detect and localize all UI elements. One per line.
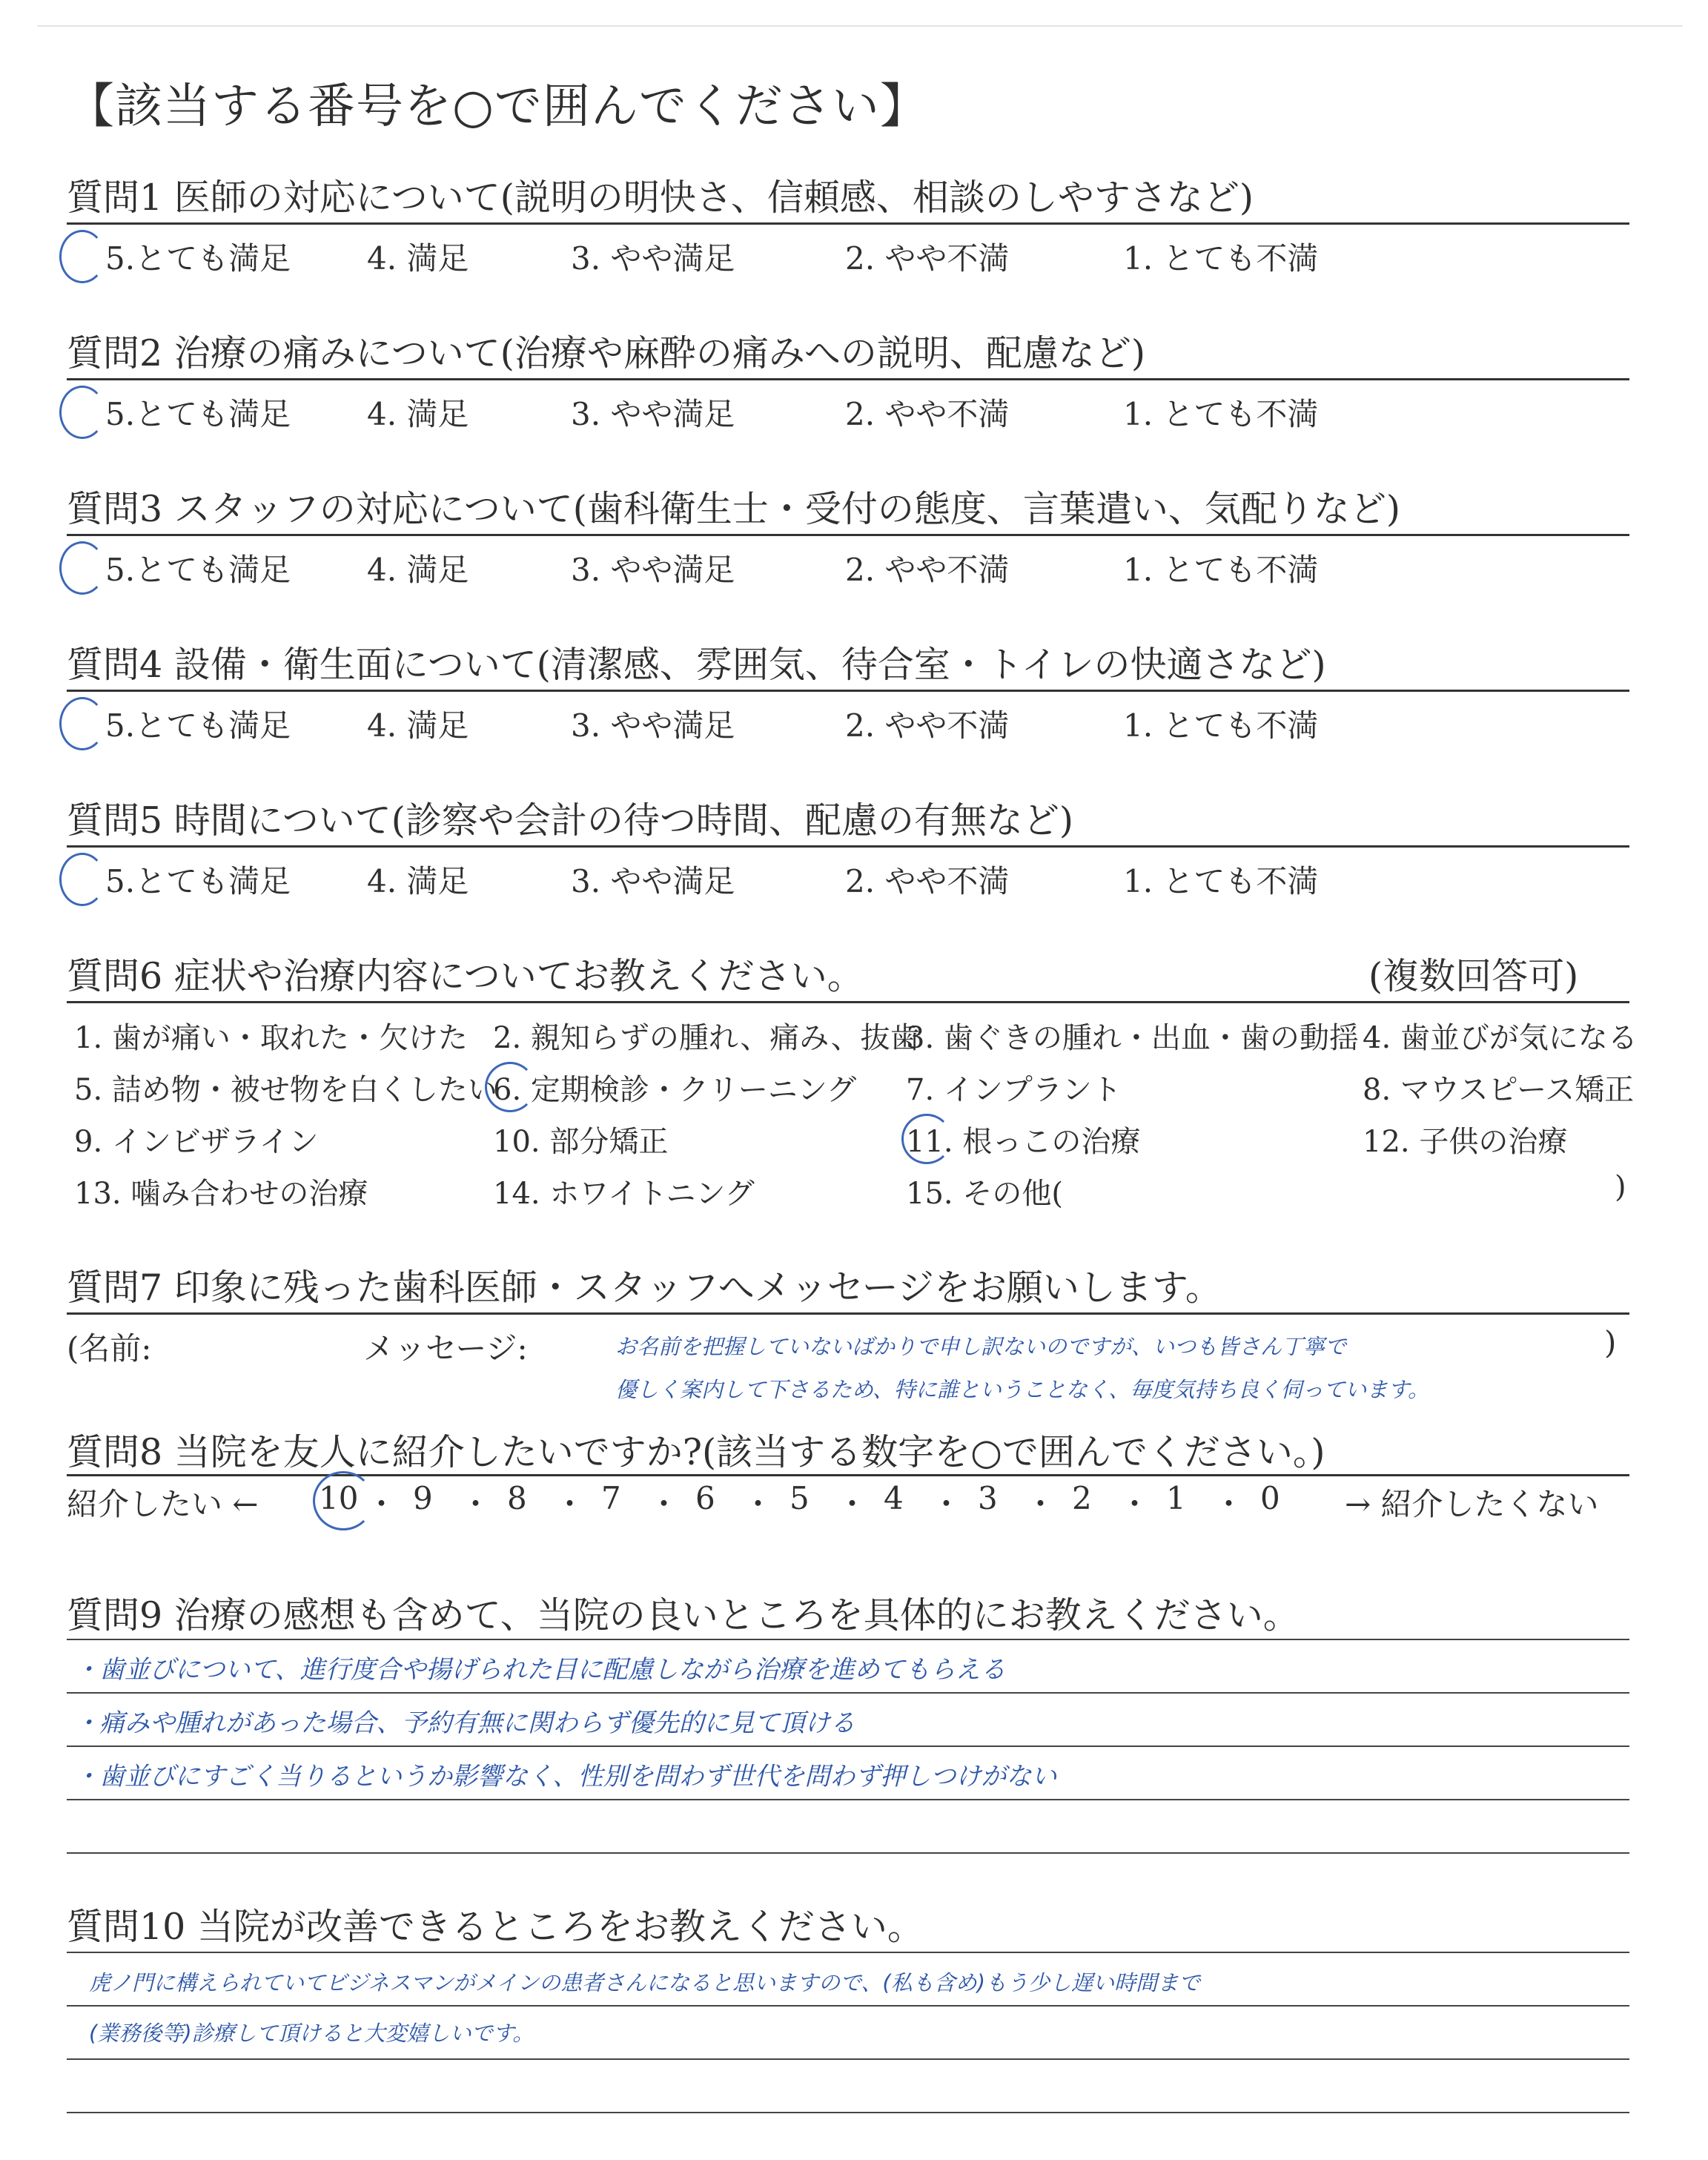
q6-option-3[interactable]: 3. 歯ぐきの腫れ・出血・歯の動揺: [906, 1021, 1359, 1055]
q10-line-3: [67, 2058, 1629, 2060]
q1-option-4[interactable]: 4. 満足: [367, 240, 469, 277]
q6-note: (複数回答可): [1368, 955, 1579, 997]
q4-option-1[interactable]: 1. とても不満: [1123, 707, 1319, 744]
q2-option-4[interactable]: 4. 満足: [367, 396, 469, 432]
q10-line-2: [67, 2005, 1629, 2007]
q6-option-15[interactable]: 15. その他(: [906, 1177, 1063, 1211]
q8-left-label: 紹介したい ←: [67, 1486, 259, 1522]
q6-option-5[interactable]: 5. 詰め物・被せ物を白くしたい: [74, 1073, 497, 1107]
q10-label: 質問10 当院が改善できるところをお教えください。: [67, 1906, 924, 1948]
q1-option-2[interactable]: 2. やや不満: [845, 240, 1010, 277]
q1-option-5[interactable]: 5.とても満足: [105, 240, 291, 277]
q3-label: 質問3 スタッフの対応について(歯科衛生士・受付の態度、言葉遣い、気配りなど): [67, 488, 1401, 530]
q6-option-6[interactable]: 6. 定期検診・クリーニング: [493, 1073, 857, 1107]
q9-line-3: [67, 1745, 1629, 1747]
q8-scale-4[interactable]: 4: [884, 1480, 904, 1516]
q8-label: 質問8 当院を友人に紹介したいですか?(該当する数字を○で囲んでください。): [67, 1431, 1325, 1473]
q1-label: 質問1 医師の対応について(説明の明快さ、信頼感、相談のしやすさなど): [67, 176, 1254, 219]
q3-option-2[interactable]: 2. やや不満: [845, 552, 1010, 588]
q9-line-5: [67, 1852, 1629, 1854]
q9-answer-2: ・痛みや腫れがあった場合、予約有無に関わらず優先的に見て頂ける: [74, 1708, 855, 1738]
q10-line-1: [67, 1952, 1629, 1953]
q4-answer-circle: [59, 697, 105, 750]
q7-name-label: (名前:: [67, 1330, 152, 1367]
q1-option-1[interactable]: 1. とても不満: [1123, 240, 1319, 277]
q5-option-1[interactable]: 1. とても不満: [1123, 863, 1319, 899]
q6-answer-circle-6: [485, 1062, 535, 1112]
q9-answer-3: ・歯並びにすごく当りるというか影響なく、性別を問わず世代を問わず押しつけがない: [74, 1762, 1057, 1791]
q1-option-3[interactable]: 3. やや満足: [571, 240, 735, 277]
q8-answer-circle: [313, 1471, 374, 1530]
q8-scale-3[interactable]: 3: [978, 1480, 998, 1516]
page-title: 【該当する番号を○で囲んでください】: [67, 79, 928, 134]
q8-scale-5[interactable]: 5: [790, 1480, 810, 1516]
q5-answer-circle: [59, 853, 105, 906]
q6-rule: [67, 1001, 1629, 1003]
q8-scale-dot: ・: [836, 1486, 868, 1522]
q4-option-2[interactable]: 2. やや不満: [845, 707, 1010, 744]
q8-scale-dot: ・: [1025, 1486, 1056, 1522]
q6-option-8[interactable]: 8. マウスピース矯正: [1363, 1073, 1635, 1107]
q6-label: 質問6 症状や治療内容についてお教えください。: [67, 955, 864, 997]
q8-scale-8[interactable]: 8: [507, 1480, 527, 1516]
q8-scale-dot: ・: [554, 1486, 586, 1522]
q8-scale-0[interactable]: 0: [1260, 1480, 1280, 1516]
q6-option-9[interactable]: 9. インビザライン: [74, 1125, 319, 1159]
q2-answer-circle: [59, 386, 105, 439]
q5-option-3[interactable]: 3. やや満足: [571, 863, 735, 899]
q8-scale-dot: ・: [460, 1486, 491, 1522]
q9-label: 質問9 治療の感想も含めて、当院の良いところを具体的にお教えください。: [67, 1594, 1300, 1636]
q3-rule: [67, 534, 1629, 536]
q6-option-4[interactable]: 4. 歯並びが気になる: [1363, 1021, 1638, 1055]
q9-line-4: [67, 1799, 1629, 1800]
q5-option-4[interactable]: 4. 満足: [367, 863, 469, 899]
q8-rule: [67, 1474, 1629, 1476]
q8-scale-dot: ・: [930, 1486, 962, 1522]
q8-right-label: → 紹介したくない: [1345, 1486, 1599, 1522]
q6-answer-circle-11: [901, 1114, 952, 1164]
q7-message-line-2: 優しく案内して下さるため、特に誰ということなく、毎度気持ち良く伺っています。: [615, 1377, 1429, 1402]
q3-answer-circle: [59, 541, 105, 595]
q4-option-4[interactable]: 4. 満足: [367, 707, 469, 744]
q3-option-1[interactable]: 1. とても不満: [1123, 552, 1319, 588]
q6-option-13[interactable]: 13. 噛み合わせの治療: [74, 1177, 368, 1211]
q8-scale-6[interactable]: 6: [695, 1480, 715, 1516]
q5-rule: [67, 845, 1629, 848]
q2-option-1[interactable]: 1. とても不満: [1123, 396, 1319, 432]
q6-option-11[interactable]: 11. 根っこの治療: [906, 1125, 1141, 1159]
q8-scale-2[interactable]: 2: [1072, 1480, 1092, 1516]
q3-option-5[interactable]: 5.とても満足: [105, 552, 291, 588]
q8-scale-7[interactable]: 7: [601, 1480, 621, 1516]
q2-option-5[interactable]: 5.とても満足: [105, 396, 291, 432]
q8-scale-dot: ・: [1213, 1486, 1245, 1522]
q8-scale-dot: ・: [648, 1486, 680, 1522]
q8-scale-9[interactable]: 9: [413, 1480, 433, 1516]
q1-rule: [67, 222, 1629, 225]
q6-option-2[interactable]: 2. 親知らずの腫れ、痛み、抜歯: [493, 1021, 920, 1055]
q4-option-3[interactable]: 3. やや満足: [571, 707, 735, 744]
q10-answer-2: (業務後等)診療して頂けると大変嬉しいです。: [89, 2021, 534, 2046]
q7-label: 質問7 印象に残った歯科医師・スタッフへメッセージをお願いします。: [67, 1266, 1222, 1309]
q3-option-4[interactable]: 4. 満足: [367, 552, 469, 588]
q5-option-2[interactable]: 2. やや不満: [845, 863, 1010, 899]
q6-option-12[interactable]: 12. 子供の治療: [1363, 1125, 1568, 1159]
q2-label: 質問2 治療の痛みについて(治療や麻酔の痛みへの説明、配慮など): [67, 332, 1146, 374]
q2-rule: [67, 378, 1629, 380]
q9-line-2: [67, 1692, 1629, 1694]
q8-scale-dot: ・: [365, 1486, 397, 1522]
q8-scale-10[interactable]: 10: [319, 1480, 359, 1516]
q6-option-7[interactable]: 7. インプラント: [906, 1073, 1122, 1107]
q7-message-line-1: お名前を把握していないばかりで申し訳ないのですが、いつも皆さん丁寧で: [615, 1334, 1347, 1359]
q5-option-5[interactable]: 5.とても満足: [105, 863, 291, 899]
q4-option-5[interactable]: 5.とても満足: [105, 707, 291, 744]
q2-option-2[interactable]: 2. やや不満: [845, 396, 1010, 432]
q6-option-1[interactable]: 1. 歯が痛い・取れた・欠けた: [74, 1021, 468, 1055]
q7-message-label: メッセージ:: [363, 1330, 528, 1367]
q7-rule: [67, 1312, 1629, 1315]
q1-answer-circle: [59, 230, 105, 283]
q8-scale-dot: ・: [1119, 1486, 1151, 1522]
top-border: [37, 25, 1683, 27]
q9-answer-1: ・歯並びについて、進行度合や揚げられた目に配慮しながら治療を進めてもらえる: [74, 1655, 1006, 1685]
q9-line-1: [67, 1639, 1629, 1640]
q8-scale-dot: ・: [742, 1486, 774, 1522]
q6-option-10[interactable]: 10. 部分矯正: [493, 1125, 669, 1159]
q7-close-paren: ): [1604, 1324, 1617, 1361]
q2-option-3[interactable]: 3. やや満足: [571, 396, 735, 432]
q3-option-3[interactable]: 3. やや満足: [571, 552, 735, 588]
q4-label: 質問4 設備・衛生面について(清潔感、雰囲気、待合室・トイレの快適さなど): [67, 644, 1326, 686]
q6-other-close-paren: ): [1615, 1170, 1626, 1204]
q6-option-14[interactable]: 14. ホワイトニング: [493, 1177, 755, 1211]
q10-answer-1: 虎ノ門に構えられていてビジネスマンがメインの患者さんになると思いますので、(私も含め)もう少し遅い時間まで: [89, 1970, 1201, 1995]
q10-line-4: [67, 2112, 1629, 2113]
q8-scale-1[interactable]: 1: [1166, 1480, 1186, 1516]
q5-label: 質問5 時間について(診察や会計の待つ時間、配慮の有無など): [67, 799, 1074, 842]
q4-rule: [67, 690, 1629, 692]
